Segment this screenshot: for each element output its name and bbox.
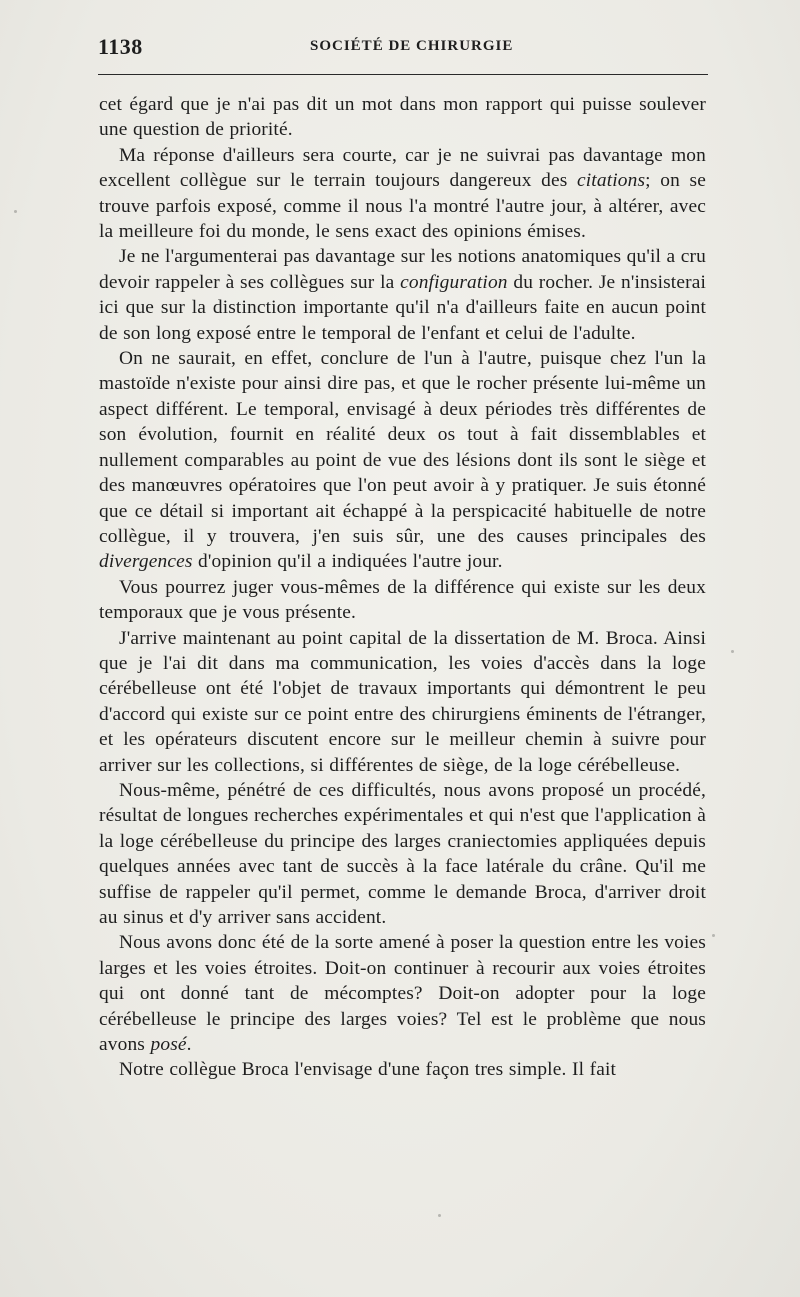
paragraph-3 — [99, 244, 706, 346]
running-head: SOCIÉTÉ DE CHIRURGIE — [310, 38, 514, 54]
paragraph-text: cet égard que je n'ai pas dit un mot dans mon rapport qui puisse soulever une question de priorité. — [99, 94, 706, 141]
paragraph-text: Nous avons donc été de la sorte amené à poser la question entre les voies larges et les voies étroites. Doit-on continuer à recourir aux voies étroites qui ont donné tant de mécomptes? Doit-on adopter pour la loge cérébelleuse le principe des larges voies? Tel est le problème que nous avons — [99, 932, 706, 1056]
italic-term-divergences: divergences — [99, 551, 193, 573]
italic-term-configuration: configuration — [400, 271, 508, 293]
paragraph-4 — [99, 346, 706, 575]
page-number: 1138 — [98, 34, 143, 59]
paper-speck — [712, 934, 715, 937]
paper-speck — [731, 650, 734, 653]
paragraph-1 — [99, 92, 706, 143]
paragraph-text: Ma réponse d'ailleurs sera courte, car je ne suivrai pas davantage mon excellent collègue sur le terrain toujours dangereux des — [99, 144, 706, 192]
paragraph-text: d'opinion qu'il a indiquées l'autre jour. — [192, 551, 503, 573]
paragraph-6 — [99, 626, 706, 778]
paper-speck — [438, 1214, 441, 1217]
paragraph-7 — [99, 778, 706, 930]
paragraph-5 — [99, 575, 706, 626]
page-header — [98, 34, 708, 64]
paragraph-text: Nous-même, pénétré de ces difficultés, nous avons proposé un procédé, résultat de longues recherches expérimentales et qui n'est que l'application à la loge cérébelleuse du principe des larges craniectomies appliquées depuis quelques années avec tant de succès à la face latérale du crâne. Qu'il me suffise de rappeler qu'il permet, comme le demande Broca, d'arriver droit au sinus et d'y arriver sans accident. — [99, 779, 706, 928]
paragraph-text: Vous pourrez juger vous-mêmes de la différence qui existe sur les deux temporaux que je vous présente. — [99, 576, 706, 624]
paragraph-text: J'arrive maintenant au point capital de la dissertation de M. Broca. Ainsi que je l'ai dit dans ma communication, les voies d'accès dans la loge cérébelleuse ont été l'objet de travaux importants qui démontrent le peu d'accord qui existe sur ce point entre des chirurgiens éminents de l'étranger, et les opérateurs discutent encore sur le meilleur chemin à suivre pour arriver sur les collections, si différentes de siège, de la loge cérébelleuse. — [99, 627, 706, 776]
paragraph-text: Je ne l'argumenterai pas davantage sur les notions anatomiques qu'il a cru devoir rappeler à ses collègues sur la — [99, 246, 707, 293]
paragraph-text: du rocher. Je n'insisterai ici que sur la distinction importante qu'il n'a d'ailleurs faite en aucun point de son long exposé entre le temporal de l'enfant et celui de l'adulte. — [99, 271, 706, 344]
paragraph-text: On ne saurait, en effet, conclure de l'un à l'autre, puisque chez l'un la mastoïde n'existe pour ainsi dire pas, et que le rocher présente lui-même un aspect différent. Le temporal, envisagé à deux périodes très différentes de son évolution, fournit en réalité deux os tout à fait dissemblables et nullement comparables au point de vue des lésions dont ils sont le siège et des manœuvres opératoires que l'on peut avoir à y pratiquer. Je suis étonné que ce détail si important ait échappé à la perspicacité habituelle de notre collègue, il y trouvera, j'en suis sûr, une des causes principales des — [99, 348, 706, 547]
paragraph-9 — [99, 1057, 706, 1082]
italic-term-citations: citations — [577, 170, 646, 192]
header-rule — [98, 74, 708, 75]
paper-speck — [14, 210, 17, 213]
italic-term-pose: posé — [150, 1034, 187, 1056]
paragraph-8 — [99, 930, 706, 1057]
paragraph-text: ; on se trouve parfois exposé, comme il nous l'a montré l'autre jour, à altérer, avec la meilleure foi du monde, le sens exact des opinions émises. — [99, 170, 706, 243]
body-text — [99, 92, 706, 1083]
paragraph-text: Notre collègue Broca l'envisage d'une façon tres simple. Il fait — [119, 1059, 617, 1081]
paragraph-2 — [99, 143, 706, 245]
paragraph-text: . — [186, 1034, 192, 1056]
